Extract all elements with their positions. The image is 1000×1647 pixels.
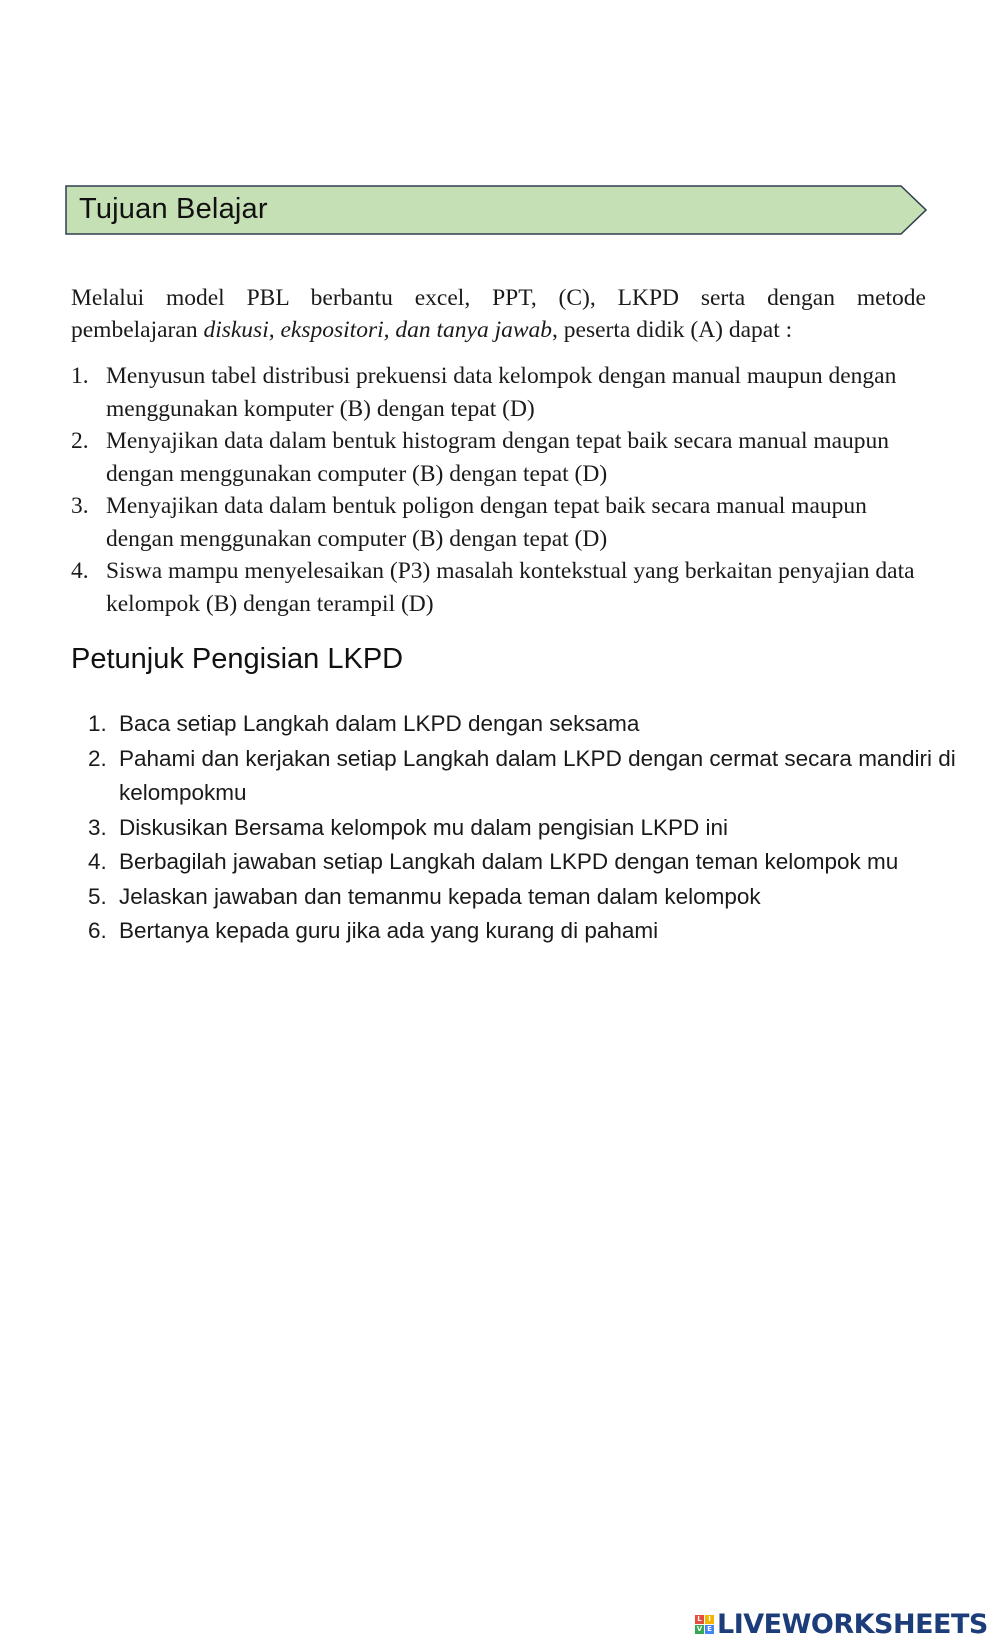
instructions-list: [88, 707, 968, 949]
liveworksheets-logo[interactable]: [695, 1607, 988, 1641]
item-text: Jelaskan jawaban dan temanmu kepada teman dalam kelompok: [119, 883, 761, 909]
item-number: 2.: [88, 745, 107, 771]
item-text: Pahami dan kerjakan setiap Langkah dalam LKPD dengan cermat secara mandiri di kelompokmu: [119, 745, 956, 805]
item-number: 1.: [88, 711, 107, 736]
intro-paragraph: [71, 282, 926, 346]
list-item: [88, 845, 968, 880]
item-text: Diskusikan Bersama kelompok mu dalam pengisian LKPD ini: [119, 814, 729, 840]
list-item: [71, 490, 931, 555]
list-item: [71, 360, 931, 425]
item-number: 6.: [88, 918, 107, 943]
intro-methods: diskusi, ekspositori, dan tanya jawab: [203, 317, 553, 343]
section-banner: [65, 185, 927, 235]
list-item: [71, 555, 931, 620]
list-item: [71, 425, 931, 490]
item-text: Menyusun tabel distribusi prekuensi data kelompok dengan manual maupun dengan menggunakan komputer (B) dengan tepat (D): [106, 363, 897, 422]
banner-title: Tujuan Belajar: [79, 193, 268, 225]
item-text: Berbagilah jawaban setiap Langkah dalam LKPD dengan teman kelompok mu: [119, 849, 899, 874]
list-item: [88, 707, 968, 742]
logo-cell: E: [705, 1625, 714, 1634]
item-number: 4.: [71, 558, 89, 584]
item-number: 3.: [71, 493, 89, 519]
item-number: 4.: [88, 849, 107, 874]
logo-grid-icon: [695, 1615, 714, 1634]
item-text: Menyajikan data dalam bentuk histogram dengan tepat baik secara manual maupun dengan menggunakan computer (B) dengan tepat (D): [106, 428, 890, 487]
logo-cell: L: [695, 1615, 704, 1624]
item-text: Baca setiap Langkah dalam LKPD dengan seksama: [119, 711, 640, 736]
item-text: Menyajikan data dalam bentuk poligon dengan tepat baik secara manual maupun dengan menggunakan computer (B) dengan tepat (D): [106, 493, 867, 552]
list-item: [88, 811, 968, 846]
learning-goals-list: [71, 360, 931, 620]
intro-line: [71, 314, 926, 346]
intro-text: , peserta didik (A) dapat :: [552, 317, 793, 343]
item-number: 3.: [88, 814, 107, 840]
logo-text: LIVEWORKSHEETS: [717, 1608, 988, 1640]
intro-line: Melalui model PBL berbantu excel, PPT, (C), LKPD serta dengan metode: [71, 285, 926, 311]
logo-cell: I: [705, 1615, 714, 1624]
item-text: Bertanya kepada guru jika ada yang kurang di pahami: [119, 918, 659, 943]
list-item: [88, 914, 968, 949]
list-item: [88, 742, 968, 811]
logo-cell: V: [696, 1624, 703, 1633]
item-number: 2.: [71, 428, 89, 454]
item-number: 5.: [88, 883, 107, 909]
instructions-title: Petunjuk Pengisian LKPD: [71, 643, 404, 675]
list-item: [88, 880, 968, 915]
item-text: Siswa mampu menyelesaikan (P3) masalah kontekstual yang berkaitan penyajian data kelompok (B) dengan terampil (D): [106, 558, 915, 617]
intro-text: pembelajaran: [71, 317, 204, 343]
item-number: 1.: [71, 363, 89, 389]
